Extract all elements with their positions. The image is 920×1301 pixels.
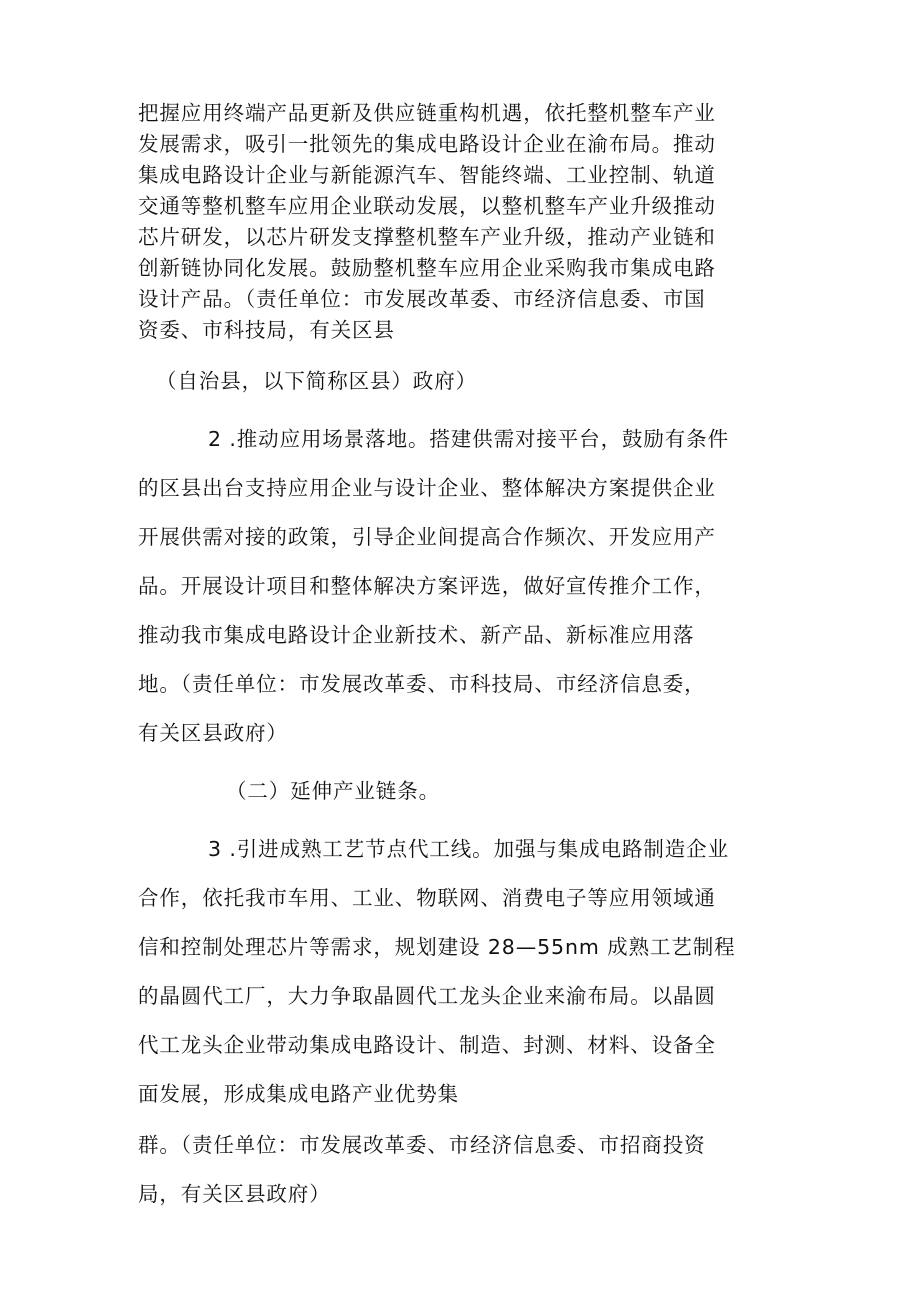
paragraph-3-line: 局，有关区县政府） — [138, 1182, 331, 1206]
paragraph-2 — [138, 424, 778, 749]
paragraph-1-tail: （自治县，以下简称区县）政府） — [156, 369, 477, 393]
paragraph-3-line: 信和控制处理芯片等需求，规划建设 28—55nm 成熟工艺制程 — [138, 935, 736, 959]
paragraph-1-line: 设计产品。（责任单位：市发展改革委、市经济信息委、市国 — [138, 287, 706, 311]
paragraph-1-line: 创新链协同化发展。鼓励整机整车应用企业采购我市集成电路 — [138, 256, 716, 280]
paragraph-3-line: 面发展，形成集成电路产业优势集 — [138, 1082, 459, 1106]
paragraph-1-line: 把握应用终端产品更新及供应链重构机遇，依托整机整车产业 — [138, 101, 716, 125]
paragraph-3-line: 的晶圆代工厂，大力争取晶圆代工龙头企业来渝布局。以晶圆 — [138, 984, 716, 1008]
paragraph-2-line: 2 .推动应用场景落地。搭建供需对接平台，鼓励有条件 — [208, 427, 729, 451]
paragraph-3 — [138, 834, 778, 1210]
paragraph-2-line: 推动我市集成电路设计企业新技术、新产品、新标准应用落 — [138, 623, 695, 647]
paragraph-1 — [138, 98, 778, 397]
paragraph-3-line: 代工龙头企业带动集成电路设计、制造、封测、材料、设备全 — [138, 1033, 716, 1057]
paragraph-2-line: 开展供需对接的政策，引导企业间提高合作频次、开发应用产 — [138, 525, 716, 549]
paragraph-2-line: 的区县出台支持应用企业与设计企业、整体解决方案提供企业 — [138, 476, 716, 500]
document-page — [138, 98, 778, 1210]
paragraph-2-line: 地。（责任单位：市发展改革委、市科技局、市经济信息委， — [138, 672, 706, 696]
paragraph-1-line: 资委、市科技局，有关区县 — [138, 318, 395, 342]
paragraph-1-line: 芯片研发，以芯片研发支撑整机整车产业升级，推动产业链和 — [138, 225, 716, 249]
paragraph-1-line: 集成电路设计企业与新能源汽车、智能终端、工业控制、轨道 — [138, 163, 716, 187]
paragraph-2-line: 品。开展设计项目和整体解决方案评选，做好宣传推介工作， — [138, 574, 716, 598]
paragraph-2-line: 有关区县政府） — [138, 721, 288, 745]
paragraph-3-line: 群。（责任单位：市发展改革委、市经济信息委、市招商投资 — [138, 1133, 706, 1157]
paragraph-3-line: 合作，依托我市车用、工业、物联网、消费电子等应用领域通 — [138, 886, 716, 910]
paragraph-1-line: 交通等整机整车应用企业联动发展，以整机整车产业升级推动 — [138, 194, 716, 218]
paragraph-3-line: 3 .引进成熟工艺节点代工线。加强与集成电路制造企业 — [208, 837, 729, 861]
paragraph-1-line: 发展需求，吸引一批领先的集成电路设计企业在渝布局。推动 — [138, 132, 716, 156]
section-heading: （二）延伸产业链条。 — [226, 779, 440, 803]
